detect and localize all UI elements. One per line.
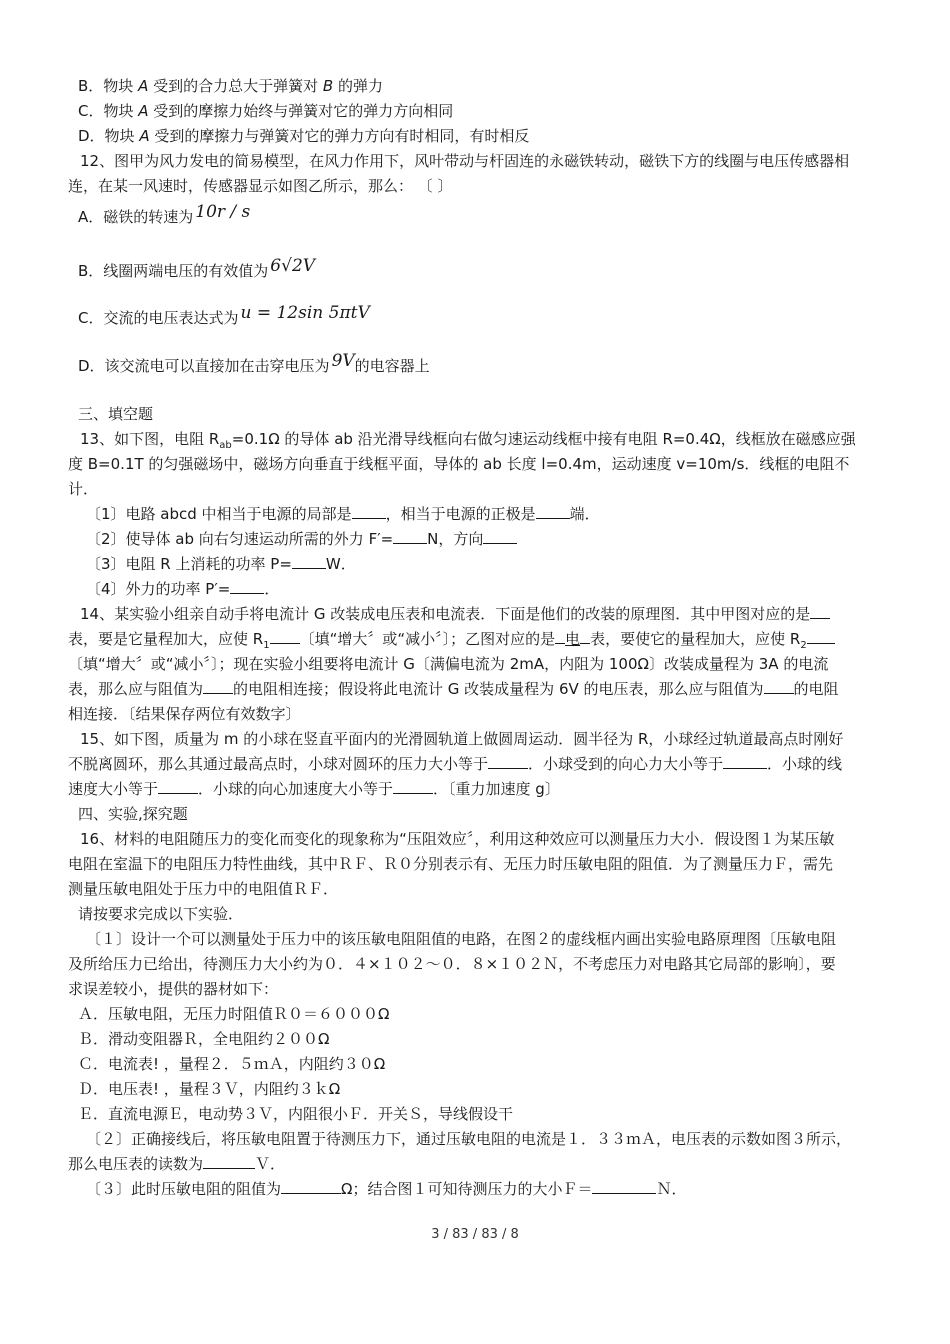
q15-blank-3[interactable] — [158, 779, 198, 794]
q16-blank-3[interactable] — [592, 1179, 656, 1194]
q16-equipment-e: Ｅ．直流电源Ｅ，电动势３Ｖ，内阻很小Ｆ．开关Ｓ，导线假设干 — [78, 1105, 514, 1123]
q15-blank-1[interactable] — [488, 754, 528, 769]
q12-stem-line1: 12、图甲为风力发电的简易模型，在风力作用下，风叶带动与杆固连的永磁铁转动，磁铁下方的线圈与电压传感器相 — [80, 152, 850, 170]
q11-option-b: B．物块 A 受到的合力总大于弹簧对 B 的弹力 — [78, 77, 383, 95]
q14-line5: 相连接．〔结果保存两位有效数字〕 — [68, 705, 301, 723]
q14-line2: 表，要是它量程加大，应使 $R_1$ 〔填“增大〞或“减小〞〕；乙图对应的是 电 表，要使它的量程加大，应使 $R_2$ — [68, 629, 835, 656]
q14-blank-4[interactable] — [580, 629, 590, 644]
q13-stem-line1: 13、如下图，电阻 $R_{ab}=0.1\Omega$ 的导体 ab 沿光滑导线框向右做匀速运动线框中接有电阻 R=0.4Ω，线框放在磁感应强 — [80, 430, 856, 451]
q12-stem-line2: 连，在某一风速时，传感器显示如图乙所示，那么： 〔 〕 — [68, 177, 453, 195]
q13-blank-5[interactable] — [292, 554, 326, 569]
q13-part2: 〔2〕使导体 ab 向右匀速运动所需的外力 F′= N，方向 — [86, 529, 517, 549]
q16-line2: 电阻在室温下的电阻压力特性曲线，其中ＲＦ、Ｒ０分别表示有、无压力时压敏电阻的阻值．为了测量压力Ｆ，需先 — [68, 855, 834, 873]
q16-line7: 求误差较小，提供的器材如下： — [68, 980, 279, 998]
q12-option-b: B．线圈两端电压的有效值为 6√2V — [78, 256, 316, 280]
q14-blank-3[interactable] — [555, 629, 565, 644]
q13-blank-3[interactable] — [393, 529, 427, 544]
q16-equipment-c: Ｃ．电流表! ，量程２．５ｍＡ，内阻约３０Ω — [78, 1055, 386, 1073]
q16-line4: 请按要求完成以下实验． — [78, 905, 244, 923]
q13-part3: 〔3〕电阻 R 上消耗的功率 P= W． — [86, 555, 356, 573]
q16-part3: 〔３〕此时压敏电阻的阻值为 Ω；结合图１可知待测压力的大小Ｆ＝ Ｎ． — [86, 1180, 687, 1198]
q15-line1: 15、如下图，质量为 m 的小球在竖直平面内的光滑圆轨道上做圆周运动．圆半径为 R，小球经过轨道最高点时刚好 — [80, 730, 844, 748]
q14-line1: 14、某实验小组亲自动手将电流计 G 改装成电压表和电流表．下面是他们的改装的原理图．其中甲图对应的是 — [80, 604, 830, 624]
q13-part4: 〔4〕外力的功率 P′= ． — [86, 580, 280, 598]
q13-blank-1[interactable] — [352, 504, 386, 519]
q13-blank-6[interactable] — [230, 579, 264, 594]
q14-blank-5[interactable] — [807, 629, 835, 644]
section-heading-fill-blank: 三、填空题 — [78, 405, 154, 423]
q16-part2-line2: 那么电压表的读数为 Ｖ． — [68, 1155, 286, 1173]
q12-option-d: D．该交流电可以直接加在击穿电压为 9V的电容器上 — [78, 351, 430, 375]
q14-blank-6[interactable] — [203, 679, 233, 694]
q15-blank-4[interactable] — [393, 779, 433, 794]
section-heading-experiment: 四、实验,探究题 — [78, 805, 188, 823]
q14-blank-2[interactable] — [270, 629, 300, 644]
q16-equipment-a: Ａ．压敏电阻，无压力时阻值Ｒ０＝６０００Ω — [78, 1005, 390, 1023]
q16-equipment-d: Ｄ．电压表! ，量程３Ｖ，内阻约３ｋΩ — [78, 1080, 341, 1098]
q14-line4: 表，那么应与阻值为 的电阻相连接；假设将此电流计 G 改装成量程为 6V 的电压表，那么应与阻值为 的电阻 — [68, 680, 839, 698]
q16-blank-1[interactable] — [203, 1154, 255, 1169]
q16-line3: 测量压敏电阻处于压力中的电阻值ＲＦ． — [68, 880, 339, 898]
q15-blank-2[interactable] — [723, 754, 767, 769]
q11-option-d: D．物块 A 受到的摩擦力与弹簧对它的弹力方向有时相同，有时相反 — [78, 127, 530, 145]
q13-part1: 〔1〕电路 abcd 中相当于电源的局部是 ，相当于电源的正极是 端． — [86, 505, 600, 523]
q12-option-d-formula: 9V — [331, 351, 355, 371]
q16-blank-2[interactable] — [281, 1179, 341, 1194]
q11-option-c: C．物块 A 受到的摩擦力始终与弹簧对它的弹力方向相同 — [78, 102, 454, 120]
q14-blank-7[interactable] — [764, 679, 794, 694]
q16-line1: 16、材料的电阻随压力的变化而变化的现象称为“压阻效应〞，利用这种效应可以测量压力大小．假设图１为某压敏 — [80, 830, 835, 848]
q14-blank-1[interactable] — [810, 604, 830, 619]
q16-equipment-b: Ｂ．滑动变阻器Ｒ，全电阻约２００Ω — [78, 1030, 330, 1048]
q12-option-a-formula: 10r / s — [195, 202, 251, 222]
q13-blank-4[interactable] — [483, 529, 517, 544]
page-number: 3 / 83 / 83 / 8 — [431, 1227, 519, 1242]
q16-line5: 〔１〕设计一个可以测量处于压力中的该压敏电阻阻值的电路，在图２的虚线框内画出实验电路原理图〔压敏电阻 — [86, 930, 837, 948]
q15-line2: 不脱离圆环，那么其通过最高点时，小球对圆环的压力大小等于 ．小球受到的向心力大小等于 ．小球的线 — [68, 755, 843, 773]
q12-option-b-formula: 6√2V — [270, 256, 316, 276]
q16-part2-line1: 〔２〕正确接线后，将压敏电阻置于待测压力下，通过压敏电阻的电流是１．３３ｍＡ，电压表的示数如图３所示， — [86, 1130, 852, 1148]
q12-option-c-formula: u = 12sin 5πtV — [240, 303, 370, 323]
q16-line6: 及所给压力已给出，待测压力大小约为０．４×１０２～０．８×１０２Ｎ，不考虑压力对电路其它局部的影响〕，要 — [68, 955, 836, 973]
q12-option-c: C．交流的电压表达式为 u = 12sin 5πtV — [78, 303, 370, 327]
q13-stem-line3: 计． — [68, 480, 99, 498]
q12-option-a: A．磁铁的转速为 10r / s — [78, 202, 251, 226]
q15-line3: 速度大小等于 ．小球的向心加速度大小等于 ．〔重力加速度 g〕 — [68, 780, 560, 798]
q13-blank-2[interactable] — [536, 504, 570, 519]
q14-line3: 〔填“增大〞或“减小〞〕；现在实验小组要将电流计 G〔满偏电流为 2mA，内阻为 100Ω〕改装成量程为 3A 的电流 — [68, 655, 829, 673]
q13-stem-line2: 度 B=0.1T 的匀强磁场中，磁场方向垂直于线框平面，导体的 ab 长度 l=0.4m，运动速度 v=10m/s．线框的电阻不 — [68, 455, 850, 473]
